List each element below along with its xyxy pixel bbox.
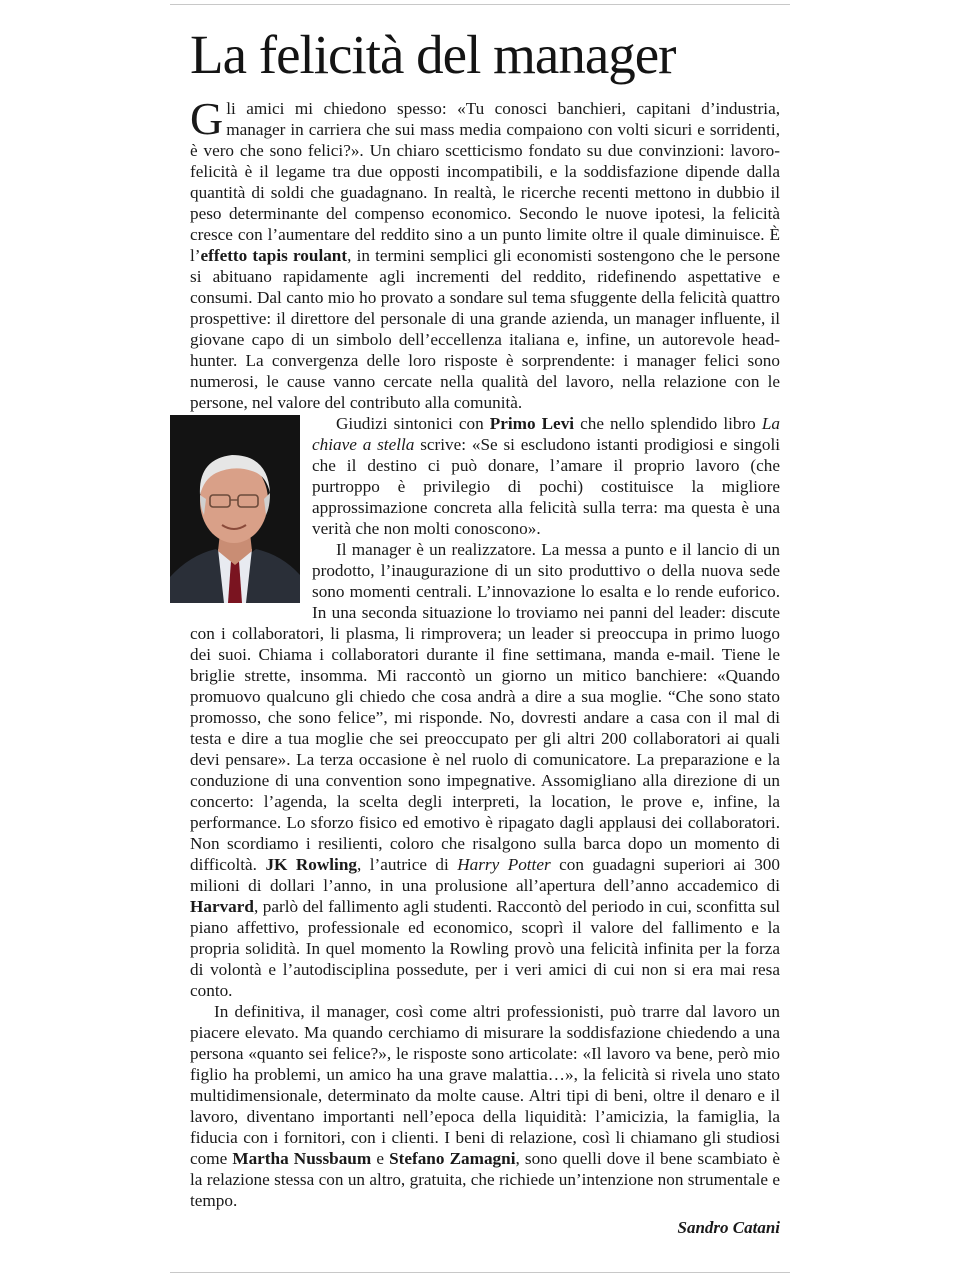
text-run: , in termini semplici gli economisti sostengono che le persone si abituano rapidamente agli incrementi del reddito, ridefinendo aspettative e consumi. Dal canto mio ho provato a sondare sul tema sfuggente della felicità quattro prospettive: il direttore del personale di una grande azienda, un manager influente, il giovane capo di un simbolo dell’eccellenza italiana e, infine, un autorevole head-hunter. La convergenza delle loro risposte è sorprendente: i manager felici sono numerosi, le cause vanno cercate nella qualità del lavoro, nella relazione con le persone, nel valore del contributo alla comunità. <box>190 245 780 412</box>
paragraph-3 <box>190 539 780 1001</box>
bold-term: JK Rowling <box>265 854 357 874</box>
text-run: , sono quelli dove il bene scambiato è la relazione stessa con un altro, gratuita, che richiede un’intenzione non strumentale e tempo. <box>190 1148 780 1210</box>
text-run: In definitiva, il manager, così come altri professionisti, può trarre dal lavoro un piacere elevato. Ma quando cerchiamo di misurare la soddisfazione chiedendo a una persona «quanto sei felice?», le risposte sono articolate: «Il lavoro va bene, però mio figlio ha problemi, un amico ha una grave malattia…», la felicità si rivela uno stato multidimensionale, determinato da molte cause. Altri tipi di beni, oltre il denaro e il lavoro, diventano importanti nell’epoca della liquidità: l’amicizia, la famiglia, la fiducia con i fornitori, con i clienti. I beni di relazione, così li chiamano gli studiosi come <box>190 1001 780 1168</box>
drop-cap: G <box>190 92 224 144</box>
article-body <box>190 92 780 1238</box>
author-portrait <box>170 415 300 603</box>
bold-term: Primo Levi <box>489 413 575 433</box>
text-run: Giudizi sintonici con <box>336 413 490 433</box>
text-run: , parlò del fallimento agli studenti. Raccontò del periodo in cui, sconfitta sul piano affettivo, professionale ed economico, scoprì il valore del fallimento e la propria solidità. In quel momento la Rowling provò una felicità infinita per la forza di volontà e l’autodisciplina possedute, per i veri amici di cui non si era mai resa conto. <box>190 896 780 1000</box>
text-run: , l’autrice di <box>356 854 458 874</box>
bold-term: effetto tapis roulant <box>200 245 348 265</box>
bold-term: Martha Nussbaum <box>232 1148 372 1168</box>
article-title: La felicità del manager <box>190 24 676 85</box>
book-title: La chiave a stella <box>312 413 780 454</box>
bold-term: Harvard <box>190 896 254 916</box>
text-run: che nello splendido libro <box>574 413 762 433</box>
text-run: li amici mi chiedono spesso: «Tu conosci banchieri, capitani d’industria, manager in carriera che sui mass media compaiono con volti sicuri e sorridenti, è vero che sono felici?». Un chiaro scetticismo fondato su due convinzioni: lavoro-felicità è il legame tra due opposti incompatibili, e la soddisfazione dipende dalla quantità di soldi che guadagnano. In realtà, le ricerche recenti mettono in dubbio il peso determinante del compenso economico. Secondo le nuove ipotesi, la felicità cresce con l’aumentare del reddito sino a un punto limite oltre il quale diminuisce. È l’ <box>190 98 780 265</box>
text-run: Il manager è un realizzatore. La messa a punto e il lancio di un prodotto, l’inaugurazione di un sito produttivo o della nuova sede sono momenti centrali. L’innovazione lo esalta e lo rende euforico. In una seconda situazione lo troviamo nei panni del leader: discute con i collaboratori, li plasma, li rimprovera; un leader si preoccupa in primo luogo dei suoi. Chiama i collaboratori durante il fine settimana, manda e-mail. Tiene le briglie strette, insomma. Mi raccontò un giorno un mitico banchiere: «Quando promuovo qualcuno gli chiedo che cosa andrà a dire a sua moglie. “Che sono stato promosso, che sono felice”, mi risponde. No, dovresti andare a casa con il mal di testa e dire a tua moglie che sei preoccupato per gli altri 200 collaboratori ai quali devi pensare». La terza occasione è nel ruolo di comunicatore. La preparazione e la conduzione di una convention sono impegnative. Assomigliano alla direzione di un concerto: l’agenda, la scelta degli interpreti, la location, le prove e, infine, la performance. Lo sforzo fisico ed emotivo è ripagato dagli applausi dei collaboratori. Non scordiamo i resilienti, coloro che risalgono sulla barca dopo un momento di difficoltà. <box>190 539 780 874</box>
top-rule <box>170 4 790 5</box>
text-run: e <box>371 1148 390 1168</box>
paragraph-4 <box>190 1001 780 1211</box>
bold-term: Stefano Zamagni <box>389 1148 516 1168</box>
text-run: con guadagni superiori ai 300 milioni di dollari l’anno, in una prolusione all’apertura dell’anno accademico di <box>190 854 780 895</box>
bottom-rule <box>170 1272 790 1273</box>
author-signature: Sandro Catani <box>677 1217 780 1237</box>
article <box>190 26 780 1238</box>
book-title: Harry Potter <box>457 854 551 874</box>
paragraph-1 <box>190 92 780 413</box>
text-run: scrive: «Se si escludono istanti prodigiosi e singoli che il destino ci può donare, l’amare il proprio lavoro (che purtroppo è privilegio di pochi) costituisce la migliore approssimazione concreta alla felicità sulla terra: ma questa è una verità che non molti conoscono». <box>312 434 780 538</box>
